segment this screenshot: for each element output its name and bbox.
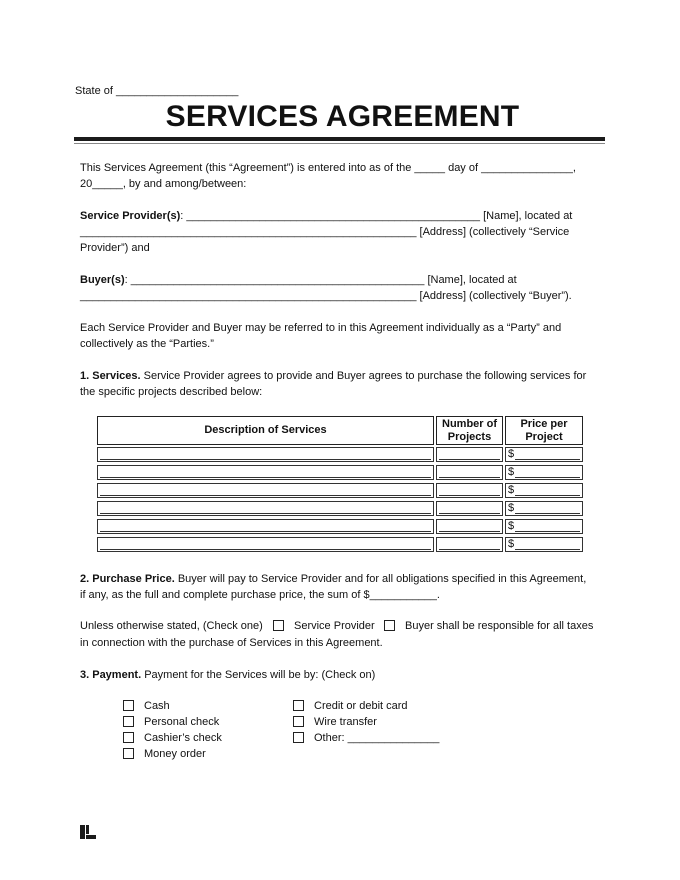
number-of-projects-cell[interactable] — [436, 519, 503, 534]
header-price-line1: Price per — [520, 417, 568, 430]
currency-symbol: $ — [508, 520, 515, 532]
currency-symbol: $ — [508, 448, 515, 460]
header-number-line2: Projects — [447, 430, 492, 443]
buyer-name-blank[interactable]: : ________________________________________________ [Name], located at — [124, 274, 517, 286]
payment-wire-label: Wire transfer — [314, 716, 377, 728]
state-line: State of ____________________ — [75, 85, 239, 97]
section2-text: Buyer will pay to Service Provider and for all obligations specified in this Agreement, — [174, 573, 587, 585]
payment-cash-label: Cash — [144, 700, 170, 712]
payment-personal-check-checkbox[interactable] — [123, 716, 134, 727]
description-cell[interactable] — [97, 447, 434, 462]
parties-line-2: collectively as the “Parties.” — [80, 338, 214, 350]
description-cell[interactable] — [97, 483, 434, 498]
intro-line-1: This Services Agreement (this “Agreement”) is entered into as of the _____ day of _______________, — [80, 162, 576, 174]
table-header-price — [505, 416, 583, 445]
number-of-projects-cell[interactable] — [436, 465, 503, 480]
section2-line-2: if any, as the full and complete purchase price, the sum of $___________. — [80, 589, 440, 601]
section3-heading: 3. Payment. — [80, 669, 142, 681]
payment-card-checkbox[interactable] — [293, 700, 304, 711]
provider-address-line[interactable]: _______________________________________________________ [Address] (collectively “Service — [80, 226, 570, 238]
price-per-project-cell[interactable] — [505, 501, 583, 516]
payment-other-label[interactable]: Other: _______________ — [314, 732, 440, 744]
section1-line-1 — [80, 370, 586, 382]
payment-personal-check-label: Personal check — [144, 716, 220, 728]
taxes-prefix: Unless otherwise stated, (Check one) — [80, 620, 263, 632]
tax-buyer-checkbox[interactable] — [384, 620, 395, 631]
provider-name-blank[interactable]: : ________________________________________________ [Name], located at — [180, 210, 573, 222]
price-per-project-cell[interactable] — [505, 537, 583, 552]
currency-symbol: $ — [508, 466, 515, 478]
title-rule — [74, 137, 605, 141]
table-header-number — [436, 416, 503, 445]
title-rule-thin — [74, 143, 605, 144]
provider-label: Service Provider(s) — [80, 210, 181, 222]
parties-line-1: Each Service Provider and Buyer may be referred to in this Agreement individually as a “Party” and — [80, 322, 562, 334]
header-price-line2: Project — [525, 430, 563, 443]
payment-cash-checkbox[interactable] — [123, 700, 134, 711]
tax-service-provider-checkbox[interactable] — [273, 620, 284, 631]
payment-wire-checkbox[interactable] — [293, 716, 304, 727]
document-title: SERVICES AGREEMENT — [165, 100, 520, 133]
payment-cashiers-check-checkbox[interactable] — [123, 732, 134, 743]
section2-line-1 — [80, 573, 586, 585]
section1-heading: 1. Services. — [80, 370, 141, 382]
section1-text: Service Provider agrees to provide and Buyer agrees to purchase the following services for — [140, 370, 587, 382]
buyer-label: Buyer(s) — [80, 274, 125, 286]
currency-symbol: $ — [508, 502, 515, 514]
number-of-projects-cell[interactable] — [436, 537, 503, 552]
intro-line-2: 20_____, by and among/between: — [80, 178, 247, 190]
price-per-project-cell[interactable] — [505, 483, 583, 498]
description-cell[interactable] — [97, 537, 434, 552]
section1-line-2: the specific projects described below: — [80, 386, 263, 398]
number-of-projects-cell[interactable] — [436, 447, 503, 462]
header-number-line1: Number of — [442, 417, 497, 430]
buyer-address-line[interactable]: _______________________________________________________ [Address] (collectively “Buyer”). — [80, 290, 572, 302]
table-header-description: Description of Services — [97, 416, 434, 445]
price-per-project-cell[interactable] — [505, 465, 583, 480]
description-cell[interactable] — [97, 465, 434, 480]
price-per-project-cell[interactable] — [505, 447, 583, 462]
section2-heading: 2. Purchase Price. — [80, 573, 175, 585]
taxes-line-2: in connection with the purchase of Services in this Agreement. — [80, 637, 383, 649]
payment-other-checkbox[interactable] — [293, 732, 304, 743]
payment-card-label: Credit or debit card — [314, 700, 408, 712]
number-of-projects-cell[interactable] — [436, 483, 503, 498]
price-per-project-cell[interactable] — [505, 519, 583, 534]
payment-cashiers-check-label: Cashier’s check — [144, 732, 222, 744]
section3-line — [80, 669, 375, 681]
currency-symbol: $ — [508, 538, 515, 550]
description-cell[interactable] — [97, 519, 434, 534]
provider-line-1 — [80, 210, 572, 222]
legal-templates-logo-icon — [80, 825, 96, 839]
currency-symbol: $ — [508, 484, 515, 496]
payment-money-order-checkbox[interactable] — [123, 748, 134, 759]
provider-line-3: Provider”) and — [80, 242, 150, 254]
description-cell[interactable] — [97, 501, 434, 516]
number-of-projects-cell[interactable] — [436, 501, 503, 516]
payment-money-order-label: Money order — [144, 748, 206, 760]
buyer-line-1 — [80, 274, 517, 286]
section3-text: Payment for the Services will be by: (Check on) — [141, 669, 376, 681]
tax-buyer-label: Buyer shall be responsible for all taxes — [405, 620, 594, 632]
tax-service-provider-label: Service Provider — [294, 620, 375, 632]
